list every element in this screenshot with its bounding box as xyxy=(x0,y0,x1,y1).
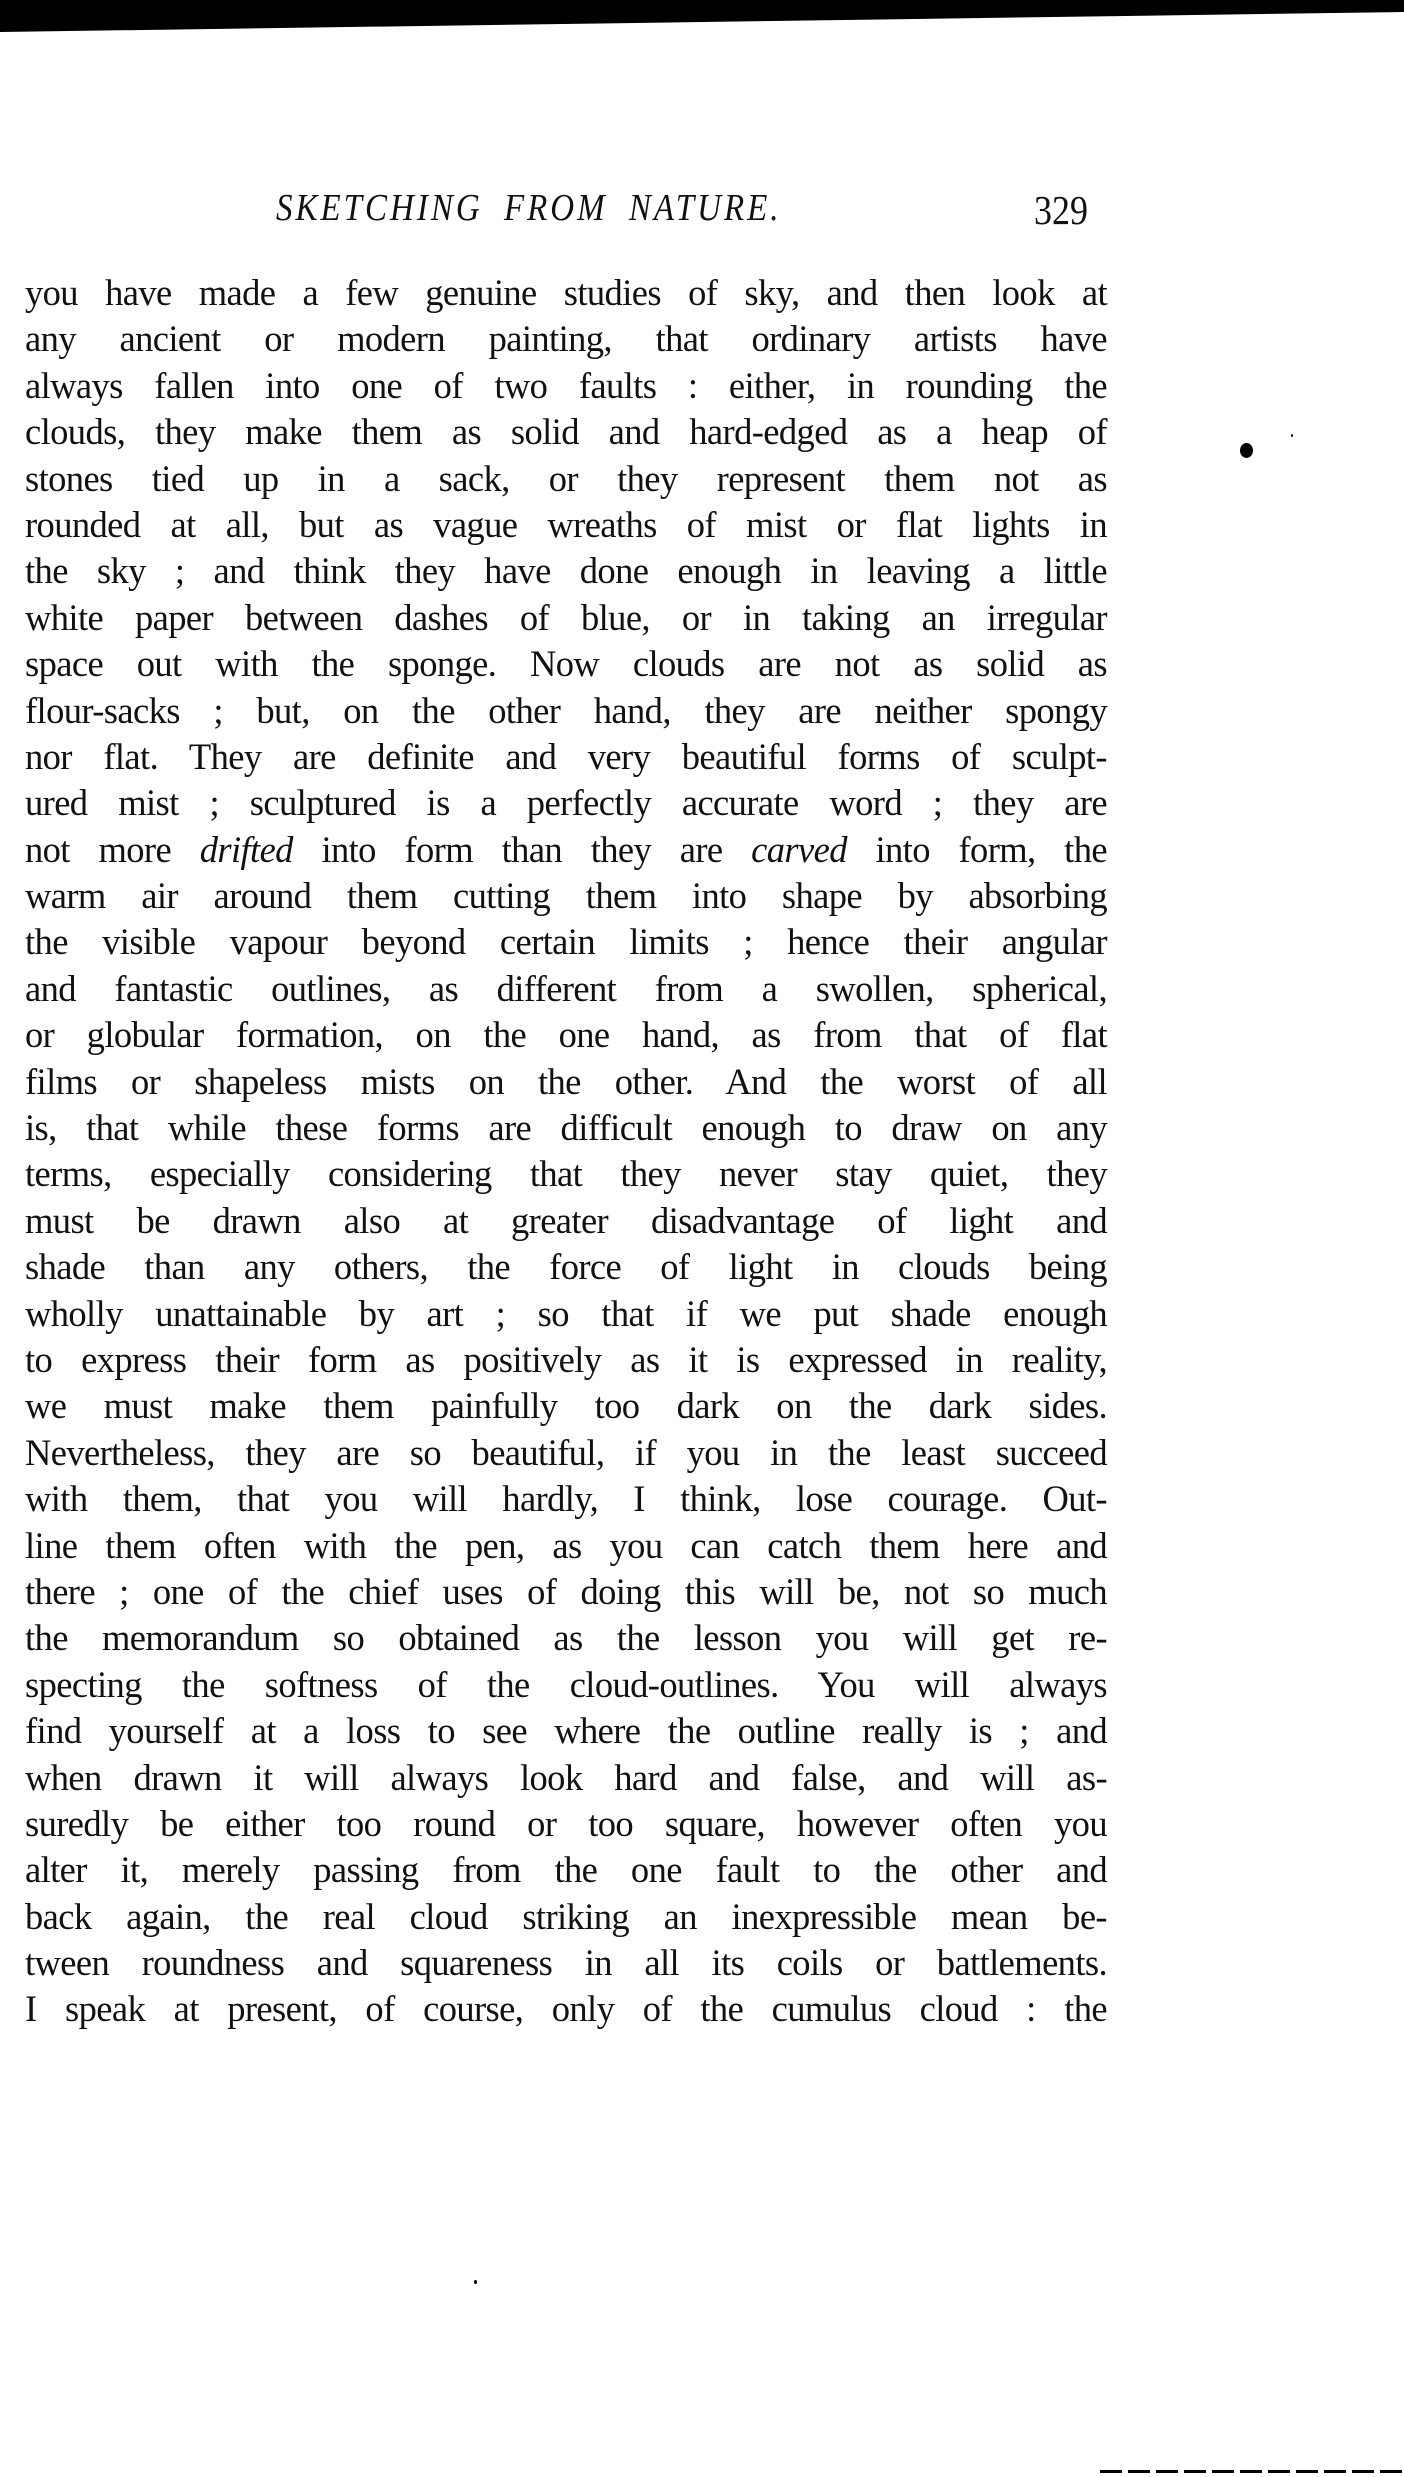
text-line: the visible vapour beyond certain limits ; hence their angular xyxy=(25,921,1107,963)
text-line: flour-sacks ; but, on the other hand, they are neither spongy xyxy=(25,689,1107,731)
text-line: tween roundness and squareness in all its coils or battlements. xyxy=(25,1942,1107,1984)
text-line: line them often with the pen, as you can catch them here and xyxy=(25,1524,1107,1566)
ink-speck xyxy=(474,2280,477,2284)
text-line: or globular formation, on the one hand, as from that of flat xyxy=(25,1014,1107,1056)
text-line: shade than any others, the force of light in clouds being xyxy=(25,1246,1107,1288)
text-line: stones tied up in a sack, or they represent them not as xyxy=(25,457,1107,499)
text-line: alter it, merely passing from the one fault to the other and xyxy=(25,1849,1107,1891)
text-line: with them, that you will hardly, I think, lose courage. Out- xyxy=(25,1478,1107,1520)
text-line: terms, especially considering that they never stay quiet, they xyxy=(25,1153,1107,1195)
text-line: suredly be either too round or too square, however often you xyxy=(25,1802,1107,1844)
text-line: warm air around them cutting them into shape by absorbing xyxy=(25,875,1107,917)
ink-speck xyxy=(1291,434,1293,437)
text-line: not more drifted into form than they are carved into form, the xyxy=(25,828,1107,870)
text-line: always fallen into one of two faults : either, in rounding the xyxy=(25,364,1107,406)
text-line: must be drawn also at greater disadvantage of light and xyxy=(25,1199,1107,1241)
text-line: when drawn it will always look hard and false, and will as- xyxy=(25,1756,1107,1798)
scan-edge-shadow xyxy=(0,0,1404,32)
text-line: the memorandum so obtained as the lesson you will get re- xyxy=(25,1617,1107,1659)
text-line: space out with the sponge. Now clouds are not as solid as xyxy=(25,643,1107,685)
text-line: there ; one of the chief uses of doing this will be, not so much xyxy=(25,1570,1107,1612)
italic-word: drifted xyxy=(199,828,293,870)
text-line: find yourself at a loss to see where the outline really is ; and xyxy=(25,1710,1107,1752)
scan-edge-mark xyxy=(1100,2470,1404,2473)
text-line: and fantastic outlines, as different from a swollen, spherical, xyxy=(25,967,1107,1009)
running-title: SKETCHING FROM NATURE. xyxy=(276,188,782,230)
text-line: is, that while these forms are difficult enough to draw on any xyxy=(25,1107,1107,1149)
text-line: any ancient or modern painting, that ordinary artists have xyxy=(25,318,1107,360)
text-line: nor flat. They are definite and very beautiful forms of sculpt- xyxy=(25,735,1107,777)
text-line: ured mist ; sculptured is a perfectly accurate word ; they are xyxy=(25,782,1107,824)
page-number: 329 xyxy=(1034,187,1088,234)
text-line: to express their form as positively as it is expressed in reality, xyxy=(25,1338,1107,1380)
text-line: back again, the real cloud striking an inexpressible mean be- xyxy=(25,1895,1107,1937)
text-line: you have made a few genuine studies of sky, and then look at xyxy=(25,272,1107,313)
text-line: white paper between dashes of blue, or in taking an irregular xyxy=(25,596,1107,638)
text-line: rounded at all, but as vague wreaths of mist or flat lights in xyxy=(25,503,1107,545)
text-line: wholly unattainable by art ; so that if we put shade enough xyxy=(25,1292,1107,1334)
running-head xyxy=(0,188,1404,238)
italic-word: carved xyxy=(751,828,847,870)
ink-speck xyxy=(1240,443,1253,458)
text-line: clouds, they make them as solid and hard-edged as a heap of xyxy=(25,411,1107,453)
text-line: Nevertheless, they are so beautiful, if you in the least succeed xyxy=(25,1431,1107,1473)
text-line: we must make them painfully too dark on the dark sides. xyxy=(25,1385,1107,1427)
text-line: the sky ; and think they have done enough in leaving a little xyxy=(25,550,1107,592)
body-text xyxy=(25,270,1107,2033)
text-line: specting the softness of the cloud-outlines. You will always xyxy=(25,1663,1107,1705)
text-line: films or shapeless mists on the other. And the worst of all xyxy=(25,1060,1107,1102)
text-line: I speak at present, of course, only of the cumulus cloud : the xyxy=(25,1988,1107,2030)
